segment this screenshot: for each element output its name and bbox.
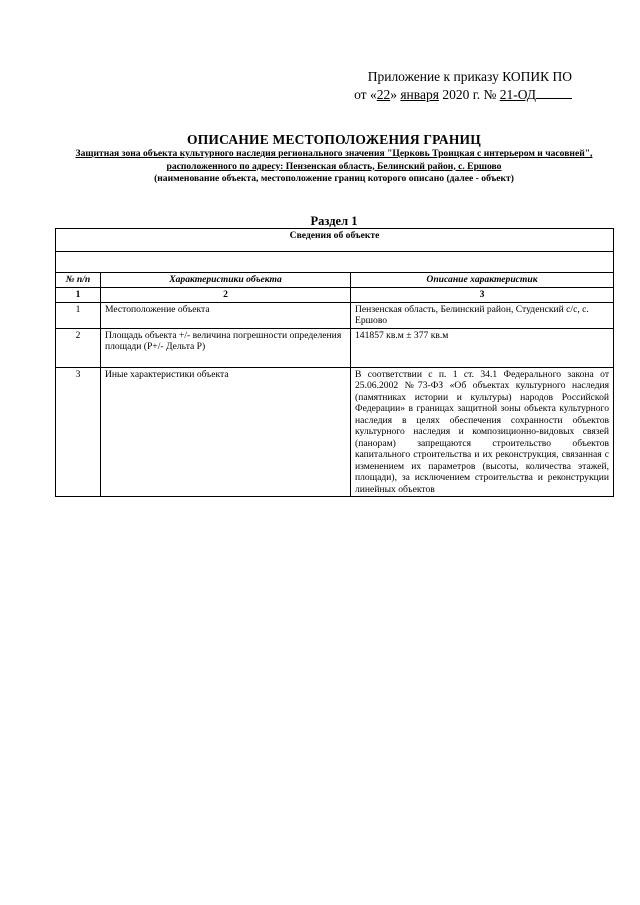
row-characteristic: Местоположение объекта <box>101 302 351 328</box>
column-header: Характеристики объекта <box>101 273 351 288</box>
column-number: 1 <box>56 288 101 303</box>
appendix-line2 <box>354 86 572 104</box>
row-description: 141857 кв.м ± 377 кв.м <box>351 328 614 367</box>
object-info-table <box>55 228 614 497</box>
table-row <box>56 367 614 497</box>
date-day: 22 <box>376 87 391 102</box>
table-caption: Сведения об объекте <box>56 229 614 252</box>
title-block <box>56 132 612 186</box>
table-row <box>56 328 614 367</box>
date-year: 2020 г. № <box>438 87 500 102</box>
appendix-line1: Приложение к приказу КОПИК ПО <box>367 69 572 84</box>
document-title: ОПИСАНИЕ МЕСТОПОЛОЖЕНИЯ ГРАНИЦ <box>187 132 481 147</box>
column-number: 3 <box>351 288 614 303</box>
row-description: Пензенская область, Белинский район, Студенский с/с, с. Ершово <box>351 302 614 328</box>
object-caption: (наименование объекта, местоположение границ которого описано (далее - объект) <box>154 173 514 184</box>
table-row <box>56 302 614 328</box>
object-name: Защитная зона объекта культурного наследия регионального значения "Церковь Троицкая с интерьером и часовней", расположенного по адресу: Пензенская область, Белинский район, с. Ершово <box>75 148 593 172</box>
empty-cell <box>56 252 614 273</box>
table-header-row <box>56 273 614 288</box>
blank-underline <box>536 86 572 99</box>
column-header: № п/п <box>56 273 101 288</box>
date-month: января <box>400 87 439 102</box>
appendix-note <box>354 68 572 104</box>
column-number-row <box>56 288 614 303</box>
date-mid: » <box>390 87 401 102</box>
date-prefix: от « <box>354 87 377 102</box>
row-number: 1 <box>56 302 101 328</box>
table-empty-row <box>56 252 614 273</box>
row-number: 3 <box>56 367 101 497</box>
order-number: 21-ОД <box>499 87 536 102</box>
row-characteristic: Иные характеристики объекта <box>101 367 351 497</box>
row-number: 2 <box>56 328 101 367</box>
table-caption-row <box>56 229 614 252</box>
row-description: В соответствии с п. 1 ст. 34.1 Федерального закона от 25.06.2002 №73-ФЗ «Об объектах культурного наследия (памятниках истории и культуры) народов Российской Федерации» в границах защитной зоны объекта культурного наследия в целях обеспечения сохранности объектов культурного наследия и композиционно-видовых связей (панорам) запрещаются строительство объектов капитального строительства и их реконструкция, связанная с изменением их параметров (высоты, количества этажей, площади), за исключением строительства и реконструкции линейных объектов <box>351 367 614 497</box>
section-title: Раздел 1 <box>310 214 358 228</box>
row-characteristic: Площадь объекта +/- величина погрешности определения площади (Р+/- Дельта Р) <box>101 328 351 367</box>
column-header: Описание характеристик <box>351 273 614 288</box>
column-number: 2 <box>101 288 351 303</box>
